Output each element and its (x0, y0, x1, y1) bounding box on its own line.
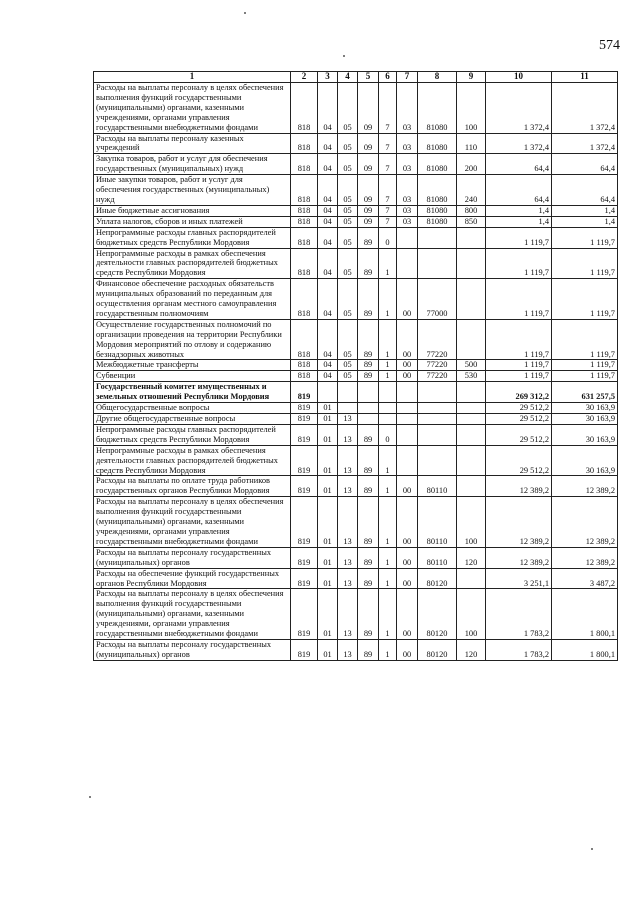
table-row (94, 319, 618, 360)
row-expense-type: 120 (457, 639, 486, 660)
row-subsection: 13 (338, 589, 358, 640)
budget-table (93, 71, 618, 661)
row-amount-year1: 1 119,7 (486, 319, 552, 360)
row-subprogram: 0 (379, 424, 397, 445)
row-section: 04 (318, 83, 338, 134)
row-direction: 80120 (418, 568, 457, 589)
column-header: 2 (291, 72, 318, 83)
row-amount-year2: 3 487,2 (552, 568, 618, 589)
row-direction (418, 403, 457, 414)
row-gl-admin: 818 (291, 279, 318, 320)
row-name: Непрограммные расходы в рамках обеспечения деятельности главных распорядителей бюджетных средств Республики Мордовия (94, 445, 291, 476)
row-event: 00 (397, 568, 418, 589)
row-section: 04 (318, 154, 338, 175)
row-amount-year1: 29 512,2 (486, 414, 552, 425)
row-subprogram: 7 (379, 133, 397, 154)
row-gl-admin: 818 (291, 133, 318, 154)
header-row (94, 72, 618, 83)
row-amount-year1: 1 119,7 (486, 371, 552, 382)
row-amount-year2: 12 389,2 (552, 476, 618, 497)
row-amount-year1: 269 312,2 (486, 382, 552, 403)
page-number: 574 (599, 38, 620, 53)
row-section: 04 (318, 248, 338, 279)
row-name: Закупка товаров, работ и услуг для обеспечения государственных (муниципальных) нужд (94, 154, 291, 175)
row-program: 89 (358, 568, 379, 589)
row-subprogram (379, 414, 397, 425)
table-row (94, 568, 618, 589)
row-subsection (338, 403, 358, 414)
row-amount-year1: 29 512,2 (486, 424, 552, 445)
row-amount-year1: 1 119,7 (486, 248, 552, 279)
row-amount-year2: 12 389,2 (552, 497, 618, 548)
row-section: 04 (318, 205, 338, 216)
row-event (397, 227, 418, 248)
row-program: 89 (358, 445, 379, 476)
table-row (94, 175, 618, 206)
row-name: Расходы на выплаты персоналу в целях обеспечения выполнения функций государственными (муниципальными) органами, казенными учреждениями, органами управления государственными внебюджетными фондами (94, 497, 291, 548)
row-subprogram: 1 (379, 279, 397, 320)
row-event: 03 (397, 175, 418, 206)
table-row (94, 414, 618, 425)
row-event: 03 (397, 216, 418, 227)
row-section: 01 (318, 568, 338, 589)
row-amount-year1: 1,4 (486, 205, 552, 216)
row-section: 01 (318, 639, 338, 660)
row-subsection: 13 (338, 639, 358, 660)
row-event: 00 (397, 371, 418, 382)
row-gl-admin: 818 (291, 248, 318, 279)
row-program: 89 (358, 639, 379, 660)
row-subsection: 05 (338, 83, 358, 134)
row-subprogram: 1 (379, 589, 397, 640)
table-row (94, 547, 618, 568)
row-amount-year1: 1 119,7 (486, 279, 552, 320)
row-program: 09 (358, 205, 379, 216)
row-program: 89 (358, 248, 379, 279)
column-header: 11 (552, 72, 618, 83)
row-gl-admin: 819 (291, 497, 318, 548)
row-subprogram: 1 (379, 248, 397, 279)
row-program: 89 (358, 371, 379, 382)
row-amount-year2: 1 372,4 (552, 133, 618, 154)
column-header: 8 (418, 72, 457, 83)
row-gl-admin: 819 (291, 547, 318, 568)
row-name: Расходы на выплаты персоналу в целях обеспечения выполнения функций государственными (муниципальными) органами, казенными учреждениями, органами управления государственными внебюджетными фондами (94, 589, 291, 640)
row-name: Субвенции (94, 371, 291, 382)
row-name: Государственный комитет имущественных и земельных отношений Республики Мордовия (94, 382, 291, 403)
row-subsection: 05 (338, 205, 358, 216)
row-amount-year2: 1,4 (552, 216, 618, 227)
row-subsection: 05 (338, 248, 358, 279)
row-event (397, 414, 418, 425)
row-expense-type (457, 568, 486, 589)
row-subsection: 05 (338, 371, 358, 382)
row-expense-type (457, 445, 486, 476)
row-amount-year1: 64,4 (486, 175, 552, 206)
row-direction: 81080 (418, 175, 457, 206)
row-program: 89 (358, 360, 379, 371)
row-gl-admin: 819 (291, 568, 318, 589)
row-event: 03 (397, 83, 418, 134)
row-program: 09 (358, 133, 379, 154)
row-event: 03 (397, 205, 418, 216)
row-expense-type (457, 279, 486, 320)
row-expense-type: 120 (457, 547, 486, 568)
row-program: 09 (358, 216, 379, 227)
row-event: 03 (397, 154, 418, 175)
row-amount-year2: 631 257,5 (552, 382, 618, 403)
row-amount-year1: 1 119,7 (486, 360, 552, 371)
row-direction: 77220 (418, 319, 457, 360)
row-subsection: 13 (338, 414, 358, 425)
row-amount-year1: 1 783,2 (486, 589, 552, 640)
row-subprogram: 7 (379, 175, 397, 206)
row-subsection: 05 (338, 227, 358, 248)
table-row (94, 589, 618, 640)
column-header: 5 (358, 72, 379, 83)
row-amount-year1: 1 372,4 (486, 133, 552, 154)
row-program (358, 414, 379, 425)
row-subsection: 13 (338, 424, 358, 445)
row-name: Непрограммные расходы в рамках обеспечения деятельности главных распорядителей бюджетных средств Республики Мордовия (94, 248, 291, 279)
column-header: 7 (397, 72, 418, 83)
row-section: 04 (318, 216, 338, 227)
table-row (94, 83, 618, 134)
row-direction: 80110 (418, 547, 457, 568)
row-expense-type: 800 (457, 205, 486, 216)
row-subprogram: 1 (379, 497, 397, 548)
row-amount-year2: 30 163,9 (552, 414, 618, 425)
row-expense-type (457, 227, 486, 248)
row-name: Расходы на обеспечение функций государственных органов Республики Мордовия (94, 568, 291, 589)
row-amount-year2: 30 163,9 (552, 403, 618, 414)
row-amount-year1: 29 512,2 (486, 403, 552, 414)
row-direction: 80110 (418, 497, 457, 548)
row-direction: 77220 (418, 371, 457, 382)
row-section (318, 382, 338, 403)
row-section: 01 (318, 414, 338, 425)
row-amount-year2: 1 800,1 (552, 589, 618, 640)
row-name: Расходы на выплаты персоналу государственных (муниципальных) органов (94, 639, 291, 660)
row-program: 89 (358, 279, 379, 320)
row-expense-type: 100 (457, 497, 486, 548)
row-amount-year1: 12 389,2 (486, 547, 552, 568)
row-name: Расходы на выплаты персоналу казенных учреждений (94, 133, 291, 154)
row-name: Иные закупки товаров, работ и услуг для обеспечения государственных (муниципальных) нужд (94, 175, 291, 206)
row-name: Расходы на выплаты персоналу государственных (муниципальных) органов (94, 547, 291, 568)
table-row (94, 248, 618, 279)
row-subsection: 13 (338, 476, 358, 497)
row-gl-admin: 818 (291, 360, 318, 371)
row-amount-year1: 1,4 (486, 216, 552, 227)
row-direction: 80110 (418, 476, 457, 497)
row-direction (418, 248, 457, 279)
column-header: 6 (379, 72, 397, 83)
row-event: 00 (397, 547, 418, 568)
row-gl-admin: 819 (291, 639, 318, 660)
table-row (94, 382, 618, 403)
row-expense-type (457, 414, 486, 425)
row-amount-year1: 1 119,7 (486, 227, 552, 248)
row-amount-year2: 1 119,7 (552, 248, 618, 279)
row-subprogram: 1 (379, 371, 397, 382)
row-expense-type: 100 (457, 589, 486, 640)
row-event (397, 445, 418, 476)
row-amount-year2: 1 119,7 (552, 360, 618, 371)
row-amount-year2: 1,4 (552, 205, 618, 216)
row-program: 09 (358, 154, 379, 175)
row-name: Другие общегосударственные вопросы (94, 414, 291, 425)
row-amount-year2: 1 119,7 (552, 371, 618, 382)
row-subsection: 05 (338, 319, 358, 360)
row-event: 00 (397, 589, 418, 640)
row-subsection: 13 (338, 445, 358, 476)
row-gl-admin: 818 (291, 154, 318, 175)
column-header: 9 (457, 72, 486, 83)
row-section: 01 (318, 445, 338, 476)
scan-speck (89, 796, 91, 798)
row-section: 04 (318, 371, 338, 382)
row-event: 03 (397, 133, 418, 154)
row-amount-year1: 64,4 (486, 154, 552, 175)
row-expense-type: 200 (457, 154, 486, 175)
row-subsection: 13 (338, 497, 358, 548)
row-gl-admin: 819 (291, 589, 318, 640)
row-program: 89 (358, 476, 379, 497)
row-direction: 81080 (418, 216, 457, 227)
row-direction: 80120 (418, 639, 457, 660)
row-event (397, 382, 418, 403)
row-amount-year2: 64,4 (552, 175, 618, 206)
row-gl-admin: 818 (291, 205, 318, 216)
row-event (397, 403, 418, 414)
row-subprogram: 1 (379, 360, 397, 371)
table-row (94, 133, 618, 154)
row-direction: 81080 (418, 133, 457, 154)
row-amount-year1: 12 389,2 (486, 497, 552, 548)
row-program: 89 (358, 424, 379, 445)
row-direction: 81080 (418, 154, 457, 175)
row-section: 04 (318, 360, 338, 371)
row-amount-year2: 30 163,9 (552, 424, 618, 445)
row-direction: 81080 (418, 205, 457, 216)
row-amount-year1: 1 783,2 (486, 639, 552, 660)
table-row (94, 497, 618, 548)
row-expense-type: 100 (457, 83, 486, 134)
row-section: 04 (318, 175, 338, 206)
row-amount-year2: 30 163,9 (552, 445, 618, 476)
row-amount-year2: 1 119,7 (552, 279, 618, 320)
row-gl-admin: 819 (291, 445, 318, 476)
row-section: 04 (318, 319, 338, 360)
row-direction: 80120 (418, 589, 457, 640)
scan-speck (244, 12, 246, 14)
row-gl-admin: 819 (291, 403, 318, 414)
row-expense-type (457, 319, 486, 360)
row-section: 04 (318, 227, 338, 248)
table-row (94, 154, 618, 175)
row-direction (418, 424, 457, 445)
row-subprogram: 0 (379, 227, 397, 248)
row-program: 89 (358, 547, 379, 568)
row-gl-admin: 819 (291, 382, 318, 403)
table-row (94, 403, 618, 414)
row-program: 09 (358, 175, 379, 206)
row-expense-type: 530 (457, 371, 486, 382)
row-event: 00 (397, 639, 418, 660)
row-direction: 77000 (418, 279, 457, 320)
row-section: 01 (318, 424, 338, 445)
row-subprogram: 1 (379, 476, 397, 497)
row-name: Иные бюджетные ассигнования (94, 205, 291, 216)
row-event: 00 (397, 319, 418, 360)
row-subprogram: 7 (379, 205, 397, 216)
row-gl-admin: 818 (291, 216, 318, 227)
row-gl-admin: 818 (291, 175, 318, 206)
row-amount-year1: 29 512,2 (486, 445, 552, 476)
row-subprogram: 1 (379, 547, 397, 568)
row-name: Общегосударственные вопросы (94, 403, 291, 414)
row-program (358, 382, 379, 403)
row-subprogram: 1 (379, 639, 397, 660)
column-header: 4 (338, 72, 358, 83)
row-gl-admin: 819 (291, 424, 318, 445)
row-name: Непрограммные расходы главных распорядителей бюджетных средств Республики Мордовия (94, 424, 291, 445)
row-gl-admin: 819 (291, 476, 318, 497)
row-direction: 81080 (418, 83, 457, 134)
row-program: 89 (358, 227, 379, 248)
table-row (94, 424, 618, 445)
row-amount-year2: 12 389,2 (552, 547, 618, 568)
row-section: 04 (318, 133, 338, 154)
row-section: 01 (318, 476, 338, 497)
row-gl-admin: 818 (291, 227, 318, 248)
row-gl-admin: 818 (291, 83, 318, 134)
row-gl-admin: 818 (291, 371, 318, 382)
row-subprogram (379, 382, 397, 403)
row-subsection: 05 (338, 133, 358, 154)
row-subsection (338, 382, 358, 403)
row-name: Уплата налогов, сборов и иных платежей (94, 216, 291, 227)
row-event: 00 (397, 497, 418, 548)
column-header: 10 (486, 72, 552, 83)
row-subprogram (379, 403, 397, 414)
row-program (358, 403, 379, 414)
row-event: 00 (397, 360, 418, 371)
row-expense-type (457, 248, 486, 279)
table-row (94, 476, 618, 497)
row-section: 01 (318, 547, 338, 568)
row-expense-type: 850 (457, 216, 486, 227)
row-amount-year2: 64,4 (552, 154, 618, 175)
row-amount-year2: 1 119,7 (552, 319, 618, 360)
row-name: Финансовое обеспечение расходных обязательств муниципальных образований по переданным для осуществления органам местного самоуправления государственным полномочиям (94, 279, 291, 320)
row-subsection: 05 (338, 216, 358, 227)
row-amount-year1: 1 372,4 (486, 83, 552, 134)
row-name: Расходы на выплаты по оплате труда работников государственных органов Республики Мордовия (94, 476, 291, 497)
row-direction: 77220 (418, 360, 457, 371)
row-expense-type: 240 (457, 175, 486, 206)
row-program: 09 (358, 83, 379, 134)
row-expense-type: 500 (457, 360, 486, 371)
row-name: Осуществление государственных полномочий по организации проведения на территории Республики Мордовия мероприятий по отлову и содержанию безнадзорных животных (94, 319, 291, 360)
row-subsection: 05 (338, 360, 358, 371)
row-subsection: 05 (338, 279, 358, 320)
table-row (94, 371, 618, 382)
row-direction (418, 414, 457, 425)
table-row (94, 445, 618, 476)
row-program: 89 (358, 589, 379, 640)
row-subprogram: 7 (379, 154, 397, 175)
row-amount-year2: 1 800,1 (552, 639, 618, 660)
row-amount-year1: 12 389,2 (486, 476, 552, 497)
row-expense-type (457, 382, 486, 403)
row-subsection: 13 (338, 547, 358, 568)
row-section: 01 (318, 403, 338, 414)
row-section: 04 (318, 279, 338, 320)
row-amount-year2: 1 372,4 (552, 83, 618, 134)
row-name: Непрограммные расходы главных распорядителей бюджетных средств Республики Мордовия (94, 227, 291, 248)
row-name: Межбюджетные трансферты (94, 360, 291, 371)
row-event (397, 248, 418, 279)
row-expense-type (457, 424, 486, 445)
column-header: 3 (318, 72, 338, 83)
row-event (397, 424, 418, 445)
table-row (94, 639, 618, 660)
row-section: 01 (318, 497, 338, 548)
row-section: 01 (318, 589, 338, 640)
table-row (94, 227, 618, 248)
table-body (94, 83, 618, 661)
row-expense-type: 110 (457, 133, 486, 154)
table-row (94, 216, 618, 227)
row-subsection: 13 (338, 568, 358, 589)
row-amount-year2: 1 119,7 (552, 227, 618, 248)
row-subprogram: 1 (379, 568, 397, 589)
table-row (94, 360, 618, 371)
row-expense-type (457, 403, 486, 414)
row-subprogram: 1 (379, 319, 397, 360)
row-event: 00 (397, 476, 418, 497)
row-event: 00 (397, 279, 418, 320)
row-expense-type (457, 476, 486, 497)
row-subsection: 05 (338, 175, 358, 206)
row-subprogram: 1 (379, 445, 397, 476)
row-subprogram: 7 (379, 83, 397, 134)
row-subsection: 05 (338, 154, 358, 175)
row-gl-admin: 818 (291, 319, 318, 360)
scan-speck (343, 55, 345, 57)
row-name: Расходы на выплаты персоналу в целях обеспечения выполнения функций государственными (муниципальными) органами, казенными учреждениями, органами управления государственными внебюджетными фондами (94, 83, 291, 134)
row-direction (418, 227, 457, 248)
row-subprogram: 7 (379, 216, 397, 227)
row-gl-admin: 819 (291, 414, 318, 425)
row-amount-year1: 3 251,1 (486, 568, 552, 589)
table-row (94, 205, 618, 216)
column-header: 1 (94, 72, 291, 83)
row-direction (418, 445, 457, 476)
row-program: 89 (358, 497, 379, 548)
row-program: 89 (358, 319, 379, 360)
scan-speck (591, 848, 593, 850)
table-row (94, 279, 618, 320)
row-direction (418, 382, 457, 403)
